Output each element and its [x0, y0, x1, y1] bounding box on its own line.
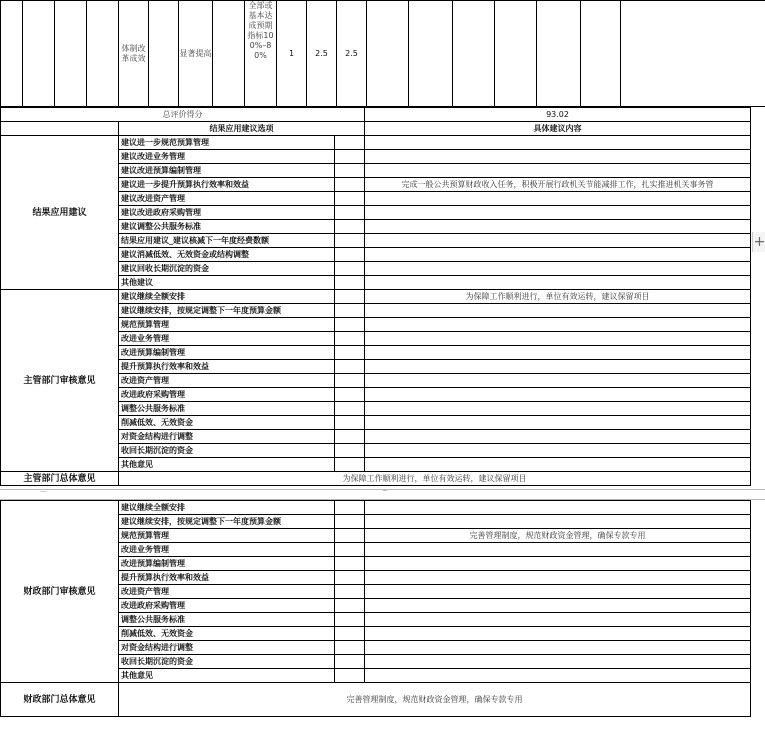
finance-option-label: 改进资产管理	[119, 585, 335, 599]
finance-option-check[interactable]	[335, 515, 365, 529]
result-option-check[interactable]	[335, 150, 365, 164]
result-option-check[interactable]	[335, 206, 365, 220]
supervisor-option-check[interactable]	[335, 374, 365, 388]
finance-option-content	[365, 571, 751, 585]
result-option-label: 建议消减低效、无效资金或结构调整	[119, 248, 335, 262]
cell	[495, 1, 537, 107]
supervisor-option-label: 改进预算编制管理	[119, 346, 335, 360]
result-option-check[interactable]	[335, 192, 365, 206]
result-option-label: 建议进一步规范预算管理	[119, 136, 335, 150]
finance-section-label: 财政部门审核意见	[1, 501, 119, 683]
result-option-content	[365, 164, 751, 178]
supervisor-option-check[interactable]	[335, 416, 365, 430]
result-option-content	[365, 192, 751, 206]
cell	[87, 1, 119, 107]
total-score-value: 93.02	[365, 108, 751, 122]
cell	[537, 1, 581, 107]
supervisor-option-content	[365, 360, 751, 374]
supervisor-option-content: 为保障工作顺利进行，单位有效运转，建议保留项目	[365, 290, 751, 304]
finance-option-check[interactable]	[335, 501, 365, 515]
supervisor-option-check[interactable]	[335, 290, 365, 304]
finance-option-content	[365, 543, 751, 557]
total-score-row	[1, 108, 751, 122]
result-option-label: 其他建议	[119, 276, 335, 290]
supervisor-option-check[interactable]	[335, 346, 365, 360]
total-score-label: 总评价得分	[1, 108, 365, 122]
finance-option-label: 对资金结构进行调整	[119, 641, 335, 655]
supervisor-option-content	[365, 402, 751, 416]
result-option-label: 建议改进业务管理	[119, 150, 335, 164]
result-option-content	[365, 262, 751, 276]
cell	[1, 122, 119, 136]
result-option-check[interactable]	[335, 220, 365, 234]
indicator-standard: 显著提高	[179, 1, 213, 107]
result-option-check[interactable]	[335, 276, 365, 290]
supervisor-option-check[interactable]	[335, 444, 365, 458]
indicator-row	[1, 1, 765, 107]
supervisor-option-label: 建议继续全额安排	[119, 290, 335, 304]
cell	[409, 1, 453, 107]
supervisor-option-content	[365, 374, 751, 388]
indicator-score-1: 2.5	[307, 1, 337, 107]
result-option-label: 建议改进资产管理	[119, 192, 335, 206]
supervisor-option-content	[365, 430, 751, 444]
finance-option-content	[365, 669, 751, 683]
finance-option-check[interactable]	[335, 585, 365, 599]
finance-option-check[interactable]	[335, 529, 365, 543]
cell	[1, 1, 23, 107]
supervisor-option-content	[365, 332, 751, 346]
result-header-row	[1, 122, 751, 136]
supervisor-option-label: 改进业务管理	[119, 332, 335, 346]
supervisor-option-label: 提升预算执行效率和效益	[119, 360, 335, 374]
indicator-name: 体制改革成效	[119, 1, 149, 107]
finance-option-label: 提升预算执行效率和效益	[119, 571, 335, 585]
finance-option-label: 削减低效、无效资金	[119, 627, 335, 641]
result-option-content	[365, 136, 751, 150]
supervisor-option-content	[365, 416, 751, 430]
result-option-content	[365, 248, 751, 262]
supervisor-section-label: 主管部门审核意见	[1, 290, 119, 472]
result-row	[1, 136, 751, 150]
result-option-label: 建议改进预算编制管理	[119, 164, 335, 178]
evaluation-table	[0, 107, 751, 486]
supervisor-option-content	[365, 304, 751, 318]
supervisor-option-check[interactable]	[335, 388, 365, 402]
finance-option-content	[365, 599, 751, 613]
supervisor-option-label: 对资金结构进行调整	[119, 430, 335, 444]
supervisor-overall-row	[1, 472, 751, 486]
finance-option-check[interactable]	[335, 627, 365, 641]
supervisor-option-label: 建议继续安排，按规定调整下一年度预算金额	[119, 304, 335, 318]
result-option-content	[365, 220, 751, 234]
indicator-score-2: 2.5	[337, 1, 367, 107]
result-content-header: 具体建议内容	[365, 122, 751, 136]
result-option-label: 建议改进政府采购管理	[119, 206, 335, 220]
supervisor-option-content	[365, 444, 751, 458]
result-option-content	[365, 150, 751, 164]
result-section-label: 结果应用建议	[1, 136, 119, 290]
finance-row	[1, 501, 751, 515]
finance-overall-label: 财政部门总体意见	[1, 683, 119, 717]
supervisor-option-label: 其他意见	[119, 458, 335, 472]
supervisor-option-content	[365, 318, 751, 332]
cell	[55, 1, 87, 107]
finance-overall-row	[1, 683, 751, 717]
cell	[213, 1, 245, 107]
supervisor-option-check[interactable]	[335, 430, 365, 444]
finance-option-label: 建议继续安排，按规定调整下一年度预算金额	[119, 515, 335, 529]
result-option-content	[365, 276, 751, 290]
page-break: — ~	[0, 489, 765, 500]
finance-option-label: 规范预算管理	[119, 529, 335, 543]
indicator-target: 全部或基本达成预期指标100%–80%	[245, 1, 277, 107]
result-option-check[interactable]	[335, 136, 365, 150]
finance-option-label: 收回长期沉淀的资金	[119, 655, 335, 669]
result-option-check[interactable]	[335, 178, 365, 192]
supervisor-option-label: 改进政府采购管理	[119, 388, 335, 402]
indicator-weight: 1	[277, 1, 307, 107]
finance-option-check[interactable]	[335, 599, 365, 613]
cell	[367, 1, 409, 107]
finance-option-check[interactable]	[335, 669, 365, 683]
finance-overall-content: 完善管理制度，规范财政资金管理，确保专款专用	[119, 683, 751, 717]
supervisor-option-label: 削减低效、无效资金	[119, 416, 335, 430]
cell	[149, 1, 179, 107]
finance-option-content	[365, 585, 751, 599]
finance-option-content	[365, 613, 751, 627]
result-option-content	[365, 234, 751, 248]
finance-option-content: 完善管理制度，规范财政资金管理，确保专款专用	[365, 529, 751, 543]
supervisor-overall-content: 为保障工作顺利进行，单位有效运转，建议保留项目	[119, 472, 751, 486]
finance-option-check[interactable]	[335, 655, 365, 669]
indicator-table	[0, 0, 765, 107]
supervisor-option-check[interactable]	[335, 304, 365, 318]
result-option-label: 建议回收长期沉淀的资金	[119, 262, 335, 276]
finance-option-label: 改进预算编制管理	[119, 557, 335, 571]
result-option-check[interactable]	[335, 164, 365, 178]
finance-option-check[interactable]	[335, 543, 365, 557]
supervisor-option-check[interactable]	[335, 402, 365, 416]
cell	[621, 1, 765, 107]
supervisor-row	[1, 290, 751, 304]
supervisor-option-label: 改进资产管理	[119, 374, 335, 388]
finance-option-content	[365, 627, 751, 641]
finance-option-check[interactable]	[335, 557, 365, 571]
supervisor-option-label: 调整公共服务标准	[119, 402, 335, 416]
result-option-check[interactable]	[335, 234, 365, 248]
result-option-label: 建议进一步提升预算执行效率和效益	[119, 178, 335, 192]
result-option-check[interactable]	[335, 248, 365, 262]
supervisor-option-content	[365, 458, 751, 472]
result-option-check[interactable]	[335, 262, 365, 276]
finance-option-content	[365, 557, 751, 571]
supervisor-option-content	[365, 346, 751, 360]
finance-option-label: 调整公共服务标准	[119, 613, 335, 627]
supervisor-option-check[interactable]	[335, 318, 365, 332]
result-options-header: 结果应用建议选项	[119, 122, 365, 136]
supervisor-overall-label: 主管部门总体意见	[1, 472, 119, 486]
finance-table	[0, 500, 751, 717]
result-option-content	[365, 206, 751, 220]
finance-option-content	[365, 655, 751, 669]
supervisor-option-label: 收回长期沉淀的资金	[119, 444, 335, 458]
finance-option-content	[365, 515, 751, 529]
supervisor-option-check[interactable]	[335, 458, 365, 472]
result-option-label: 建议调整公共服务标准	[119, 220, 335, 234]
supervisor-option-check[interactable]	[335, 360, 365, 374]
finance-option-check[interactable]	[335, 613, 365, 627]
finance-option-label: 改进政府采购管理	[119, 599, 335, 613]
cell	[23, 1, 55, 107]
add-icon[interactable]: +	[753, 234, 765, 250]
finance-option-content	[365, 501, 751, 515]
finance-option-check[interactable]	[335, 641, 365, 655]
cell	[581, 1, 621, 107]
result-option-content: 完成一般公共预算财政收入任务，积极开展行政机关节能减排工作，扎实推进机关事务管	[365, 178, 751, 192]
supervisor-option-content	[365, 388, 751, 402]
finance-option-label: 其他意见	[119, 669, 335, 683]
finance-option-content	[365, 641, 751, 655]
supervisor-option-check[interactable]	[335, 332, 365, 346]
supervisor-option-label: 规范预算管理	[119, 318, 335, 332]
finance-option-check[interactable]	[335, 571, 365, 585]
finance-option-label: 改进业务管理	[119, 543, 335, 557]
finance-option-label: 建议继续全额安排	[119, 501, 335, 515]
result-option-label: 结果应用建议_建议核减下一年度经费数额	[119, 234, 335, 248]
cell	[453, 1, 495, 107]
